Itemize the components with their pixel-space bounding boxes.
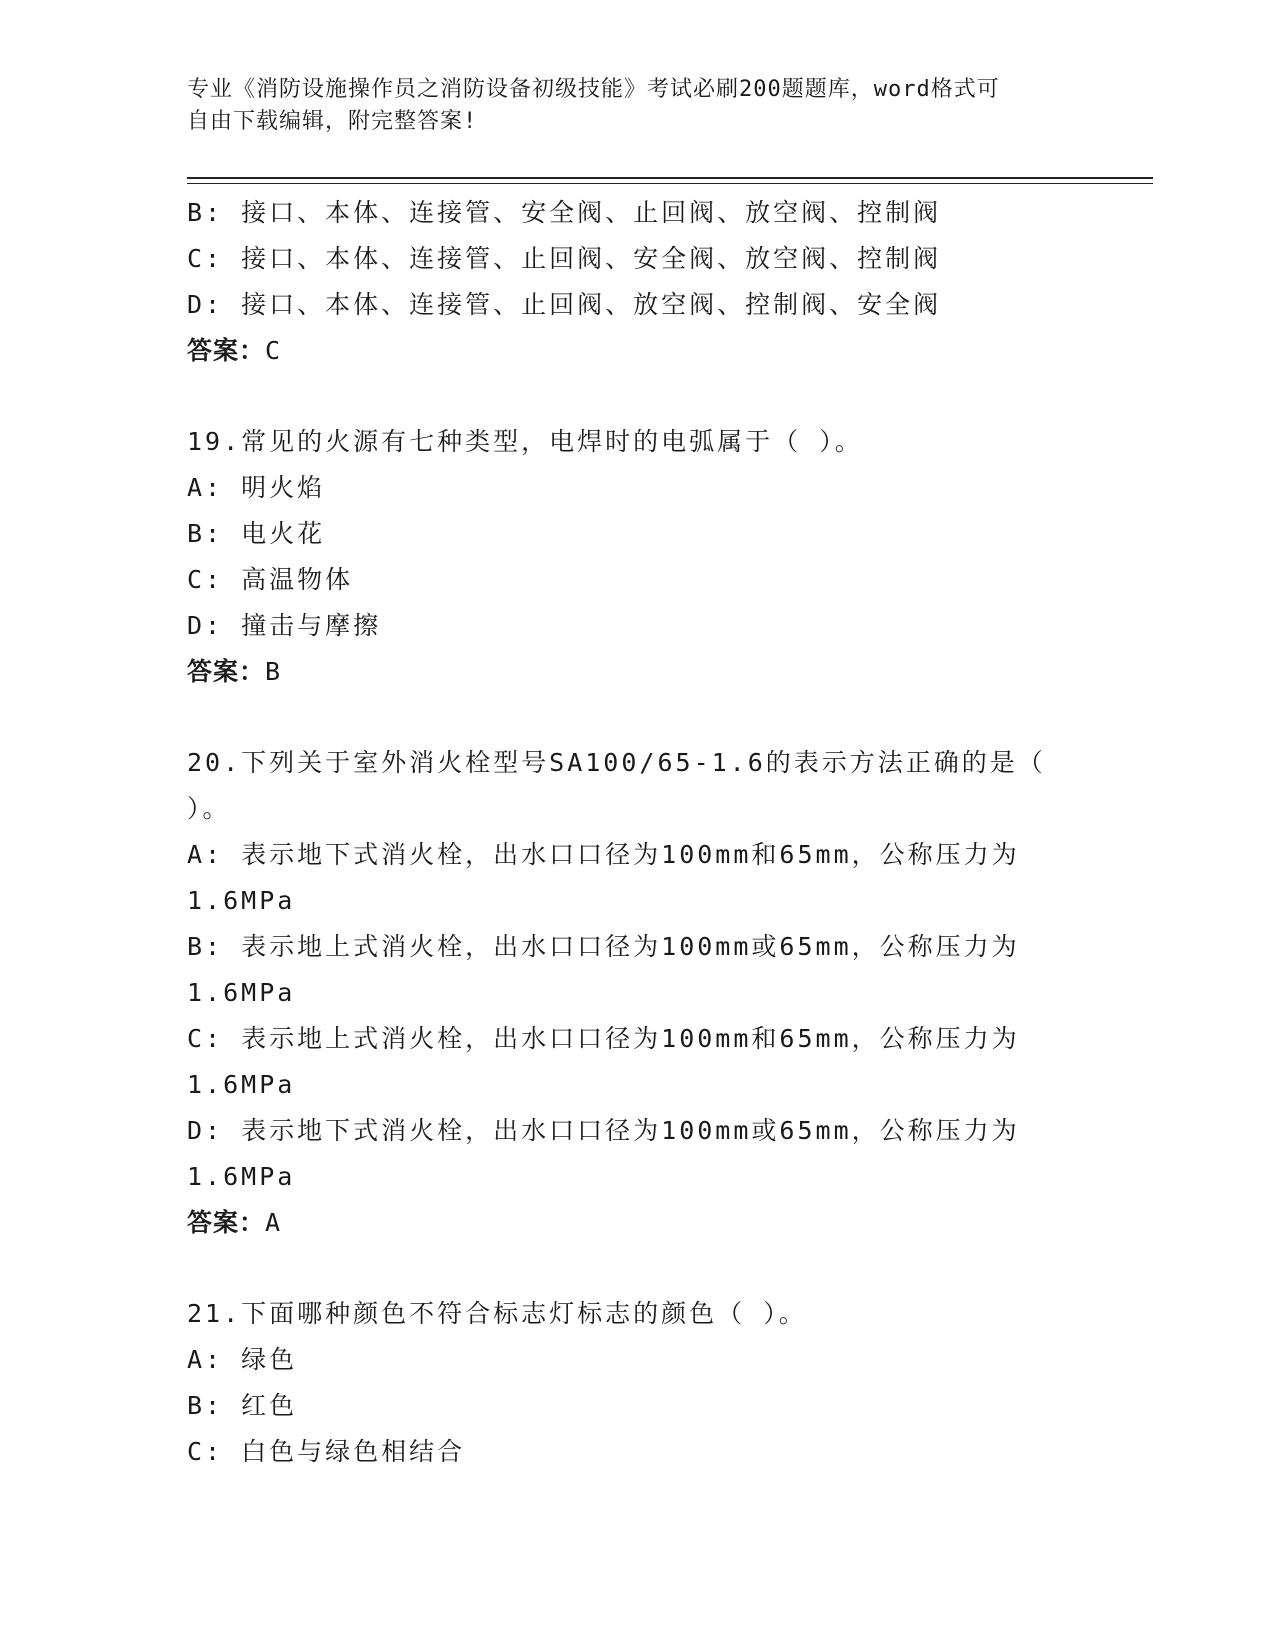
option-b: B: 电火花 [187, 519, 326, 548]
option-b: B: 红色 [187, 1391, 298, 1420]
answer-label: 答案： [187, 1208, 266, 1237]
header-line-2: 自由下载编辑，附完整答案! [187, 109, 478, 134]
question-list [187, 190, 1087, 1475]
partial-question [187, 190, 1087, 374]
answer-label: 答案： [187, 657, 266, 686]
option-c: C: 接口、本体、连接管、止回阀、安全阀、放空阀、控制阀 [187, 244, 942, 273]
answer-value: B [265, 657, 282, 686]
answer-line [187, 649, 1087, 695]
answer-value: C [265, 336, 282, 365]
answer-value: A [265, 1208, 282, 1237]
option-d: D: 接口、本体、连接管、止回阀、放空阀、控制阀、安全阀 [187, 290, 942, 319]
option-d: D: 表示地下式消火栓，出水口口径为100mm或65mm，公称压力为 [187, 1116, 1020, 1145]
option-a: A: 明火焰 [187, 473, 326, 502]
question-gap [187, 1246, 1087, 1291]
answer-line [187, 328, 1087, 374]
answer-label: 答案： [187, 336, 266, 365]
header-divider-thick [187, 177, 1153, 179]
option-a-continued: 1.6MPa [187, 886, 296, 915]
question-21 [187, 1291, 1087, 1475]
question-gap [187, 695, 1087, 740]
question-19 [187, 419, 1087, 695]
option-c: C: 白色与绿色相结合 [187, 1437, 466, 1466]
header-divider-thin [187, 183, 1153, 184]
document-header [187, 74, 1067, 138]
option-c: C: 表示地上式消火栓，出水口口径为100mm和65mm，公称压力为 [187, 1024, 1020, 1053]
option-b-continued: 1.6MPa [187, 978, 296, 1007]
option-a: A: 表示地下式消火栓，出水口口径为100mm和65mm，公称压力为 [187, 840, 1020, 869]
question-20 [187, 740, 1087, 1246]
question-stem: 21.下面哪种颜色不符合标志灯标志的颜色（ ）。 [187, 1299, 807, 1328]
option-b: B: 接口、本体、连接管、安全阀、止回阀、放空阀、控制阀 [187, 198, 942, 227]
answer-line [187, 1200, 1087, 1246]
question-stem-continued: ）。 [187, 794, 231, 823]
option-a: A: 绿色 [187, 1345, 298, 1374]
question-stem: 19.常见的火源有七种类型，电焊时的电弧属于（ ）。 [187, 427, 863, 456]
option-b: B: 表示地上式消火栓，出水口口径为100mm或65mm，公称压力为 [187, 932, 1020, 961]
option-c: C: 高温物体 [187, 565, 354, 594]
question-stem: 20.下列关于室外消火栓型号SA100/65-1.6的表示方法正确的是（ [187, 748, 1046, 777]
question-gap [187, 374, 1087, 419]
option-d: D: 撞击与摩擦 [187, 611, 382, 640]
option-c-continued: 1.6MPa [187, 1070, 296, 1099]
header-line-1: 专业《消防设施操作员之消防设备初级技能》考试必刷200题题库，word格式可 [187, 77, 1000, 102]
option-d-continued: 1.6MPa [187, 1162, 296, 1191]
